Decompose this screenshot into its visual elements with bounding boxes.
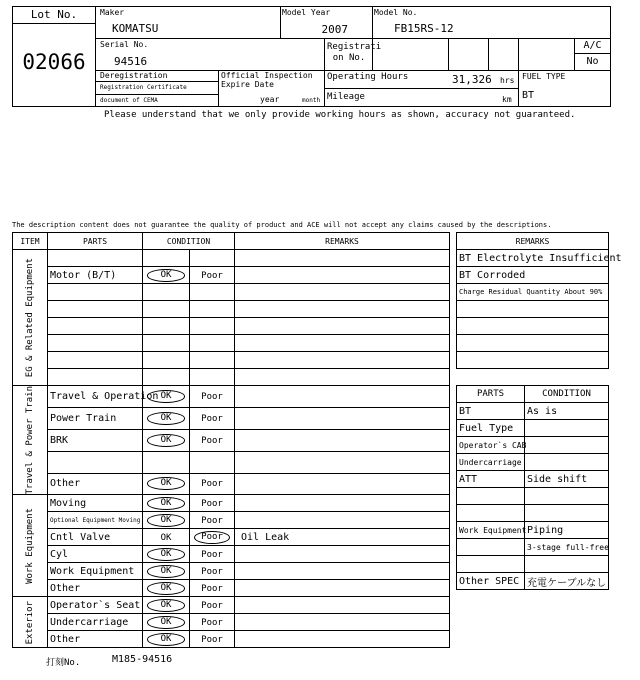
remarks-header: REMARKS xyxy=(235,233,450,250)
remark-cell xyxy=(235,335,450,352)
remark-cell xyxy=(235,301,450,318)
model-no-label: Model No. xyxy=(374,8,418,17)
parts-box-condition xyxy=(525,437,609,454)
condition-poor-cell xyxy=(190,301,235,318)
condition-ok: OK xyxy=(160,532,172,543)
month-label: month xyxy=(302,97,321,104)
inspection-label: Official Inspection Expire Date xyxy=(221,71,313,89)
condition-poor-cell xyxy=(190,512,235,529)
condition-ok-cell xyxy=(143,597,190,614)
registration-label: Registrati on No. xyxy=(327,42,382,63)
remark-cell xyxy=(235,546,450,563)
condition-poor-cell xyxy=(190,563,235,580)
condition-box-header: CONDITION xyxy=(525,386,609,403)
table-row xyxy=(13,529,450,546)
remark-cell xyxy=(235,473,450,495)
condition-ok-cell xyxy=(143,335,190,352)
parts-box-condition xyxy=(525,454,609,471)
parts-box-part: Other SPEC xyxy=(457,573,525,590)
year-label: year xyxy=(260,95,280,104)
remark-text: BT Corroded xyxy=(457,267,609,284)
parts-row xyxy=(457,556,609,573)
condition-poor-cell xyxy=(190,614,235,631)
cema-label: document of CEMA xyxy=(100,97,158,104)
operating-hours-value: 31,326 xyxy=(452,73,492,86)
part-name xyxy=(48,369,143,386)
part-name: Other xyxy=(48,473,143,495)
table-row xyxy=(13,614,450,631)
parts-box-condition xyxy=(525,420,609,437)
table-row xyxy=(13,267,450,284)
part-name xyxy=(48,250,143,267)
part-name xyxy=(48,451,143,473)
condition-ok: OK xyxy=(147,514,186,527)
condition-ok-cell xyxy=(143,529,190,546)
condition-poor-cell xyxy=(190,473,235,495)
condition-poor-cell xyxy=(190,495,235,512)
condition-poor-cell xyxy=(190,386,235,408)
deregistration-label: Deregistration xyxy=(96,70,218,82)
condition-ok: OK xyxy=(147,616,186,629)
section-label xyxy=(13,386,48,495)
condition-ok: OK xyxy=(147,548,186,561)
ac-label: A/C xyxy=(574,38,611,54)
parts-box-condition: Piping xyxy=(525,522,609,539)
condition-ok-cell xyxy=(143,250,190,267)
condition-poor: Poor xyxy=(201,413,223,424)
condition-ok-cell xyxy=(143,512,190,529)
condition-poor-cell xyxy=(190,369,235,386)
remark-text xyxy=(457,301,609,318)
remark-text xyxy=(457,352,609,369)
remark-cell xyxy=(235,407,450,429)
part-name: Cyl xyxy=(48,546,143,563)
registration-cell xyxy=(324,38,382,71)
parts-header: PARTS xyxy=(48,233,143,250)
parts-row xyxy=(457,471,609,488)
condition-poor-cell xyxy=(190,631,235,648)
section-label xyxy=(13,250,48,386)
remark-cell xyxy=(235,512,450,529)
condition-ok-cell xyxy=(143,407,190,429)
registration-certificate-label: Registration Certificate xyxy=(96,82,218,95)
condition-poor-cell xyxy=(190,580,235,597)
parts-box-part xyxy=(457,488,525,505)
part-name: Other xyxy=(48,580,143,597)
parts-row xyxy=(457,420,609,437)
parts-box-part: ATT xyxy=(457,471,525,488)
parts-box-condition: Side shift xyxy=(525,471,609,488)
condition-poor-cell xyxy=(190,451,235,473)
table-row xyxy=(13,631,450,648)
maker-cell xyxy=(96,6,281,39)
remark-cell xyxy=(235,451,450,473)
item-header: ITEM xyxy=(13,233,48,250)
part-name: Work Equipment xyxy=(48,563,143,580)
remark-cell xyxy=(235,284,450,301)
inspection-cell xyxy=(218,70,325,107)
table-row xyxy=(13,335,450,352)
parts-box-condition xyxy=(525,505,609,522)
condition-ok-cell xyxy=(143,284,190,301)
remark-cell xyxy=(235,369,450,386)
condition-ok-cell xyxy=(143,631,190,648)
section-name: Work Equipment xyxy=(25,507,35,584)
registration-box-2 xyxy=(448,38,489,71)
parts-row xyxy=(457,522,609,539)
table-row xyxy=(13,580,450,597)
serial-cell xyxy=(96,38,325,71)
remarks-row xyxy=(457,352,609,369)
fuel-type-label: FUEL TYPE xyxy=(522,72,566,81)
registration-box-4 xyxy=(518,38,575,71)
condition-ok-cell xyxy=(143,495,190,512)
condition-ok-cell xyxy=(143,473,190,495)
condition-ok-cell xyxy=(143,614,190,631)
parts-box-header: PARTS xyxy=(457,386,525,403)
registration-box-1 xyxy=(372,38,449,71)
part-name: Operator`s Seat xyxy=(48,597,143,614)
ac-cell xyxy=(574,38,611,71)
remark-cell xyxy=(235,429,450,451)
part-name: Moving xyxy=(48,495,143,512)
model-year-cell xyxy=(280,6,373,39)
condition-poor-cell xyxy=(190,546,235,563)
remark-cell xyxy=(235,597,450,614)
table-row xyxy=(13,473,450,495)
parts-row xyxy=(457,403,609,420)
serial-value: 94516 xyxy=(114,55,148,68)
condition-poor-cell xyxy=(190,407,235,429)
remarks-row xyxy=(457,318,609,335)
parts-row xyxy=(457,454,609,471)
parts-box-condition: 充電ケーブルなし xyxy=(525,573,609,590)
table-row xyxy=(13,563,450,580)
part-name xyxy=(48,352,143,369)
section-label xyxy=(13,597,48,648)
condition-poor-cell xyxy=(190,529,235,546)
part-name: Travel & Operation xyxy=(48,386,143,408)
condition-poor: Poor xyxy=(201,435,223,446)
condition-poor: Poor xyxy=(201,479,223,490)
condition-ok: OK xyxy=(147,565,186,578)
table-row xyxy=(13,407,450,429)
model-no-value: FB15RS-12 xyxy=(394,22,454,35)
condition-poor: Poor xyxy=(201,498,223,509)
remark-cell xyxy=(235,614,450,631)
parts-box-condition: 3-stage full-free xyxy=(525,539,609,556)
remark-text xyxy=(457,335,609,352)
part-name: Cntl Valve xyxy=(48,529,143,546)
remark-text: Charge Residual Quantity About 90% xyxy=(457,284,609,301)
condition-ok: OK xyxy=(147,599,186,612)
maker-label: Maker xyxy=(100,8,125,17)
condition-header: CONDITION xyxy=(143,233,235,250)
condition-poor-cell xyxy=(190,267,235,284)
condition-ok-cell xyxy=(143,563,190,580)
table-row xyxy=(13,386,450,408)
condition-ok: OK xyxy=(147,412,186,425)
model-no-cell xyxy=(372,6,611,39)
condition-ok-cell xyxy=(143,429,190,451)
condition-poor: Poor xyxy=(201,617,223,628)
condition-ok-cell xyxy=(143,369,190,386)
remark-cell xyxy=(235,563,450,580)
condition-ok-cell xyxy=(143,386,190,408)
lot-label: Lot No. xyxy=(13,7,95,24)
hours-disclaimer: Please understand that we only provide working hours as shown, accuracy not guaranteed. xyxy=(104,110,576,120)
condition-ok-cell xyxy=(143,451,190,473)
table-row xyxy=(13,250,450,267)
condition-poor-cell xyxy=(190,352,235,369)
km-unit: km xyxy=(502,95,512,104)
remark-cell xyxy=(235,580,450,597)
remarks-row xyxy=(457,250,609,267)
parts-row xyxy=(457,539,609,556)
condition-poor-cell xyxy=(190,335,235,352)
model-year-value: 2007 xyxy=(321,23,348,36)
remark-cell xyxy=(235,495,450,512)
remark-cell: Oil Leak xyxy=(235,529,450,546)
fuel-type-value: BT xyxy=(522,90,535,101)
condition-poor-cell xyxy=(190,597,235,614)
description-disclaimer: The description content does not guarantee the quality of product and ACE will not accept any claims caused by the descriptions. xyxy=(12,221,552,229)
lot-number: 02066 xyxy=(22,50,86,74)
parts-box-part: Fuel Type xyxy=(457,420,525,437)
remarks-table xyxy=(456,232,622,369)
condition-ok: OK xyxy=(147,582,186,595)
table-row xyxy=(13,451,450,473)
table-row xyxy=(13,284,450,301)
condition-poor: Poor xyxy=(201,391,223,402)
condition-poor: Poor xyxy=(201,270,223,281)
mileage-label: Mileage xyxy=(327,92,365,102)
remarks-row xyxy=(457,267,609,284)
remark-cell xyxy=(235,267,450,284)
condition-ok: OK xyxy=(147,434,186,447)
condition-poor-cell xyxy=(190,429,235,451)
part-name: Other xyxy=(48,631,143,648)
parts-box-condition: As is xyxy=(525,403,609,420)
parts-row xyxy=(457,437,609,454)
condition-ok: OK xyxy=(147,269,186,282)
parts-row xyxy=(457,505,609,522)
table-row xyxy=(13,301,450,318)
condition-poor: Poor xyxy=(201,634,223,645)
parts-box-part: Operator`s CAB xyxy=(457,437,525,454)
condition-ok: OK xyxy=(147,477,186,490)
condition-ok: OK xyxy=(147,633,186,646)
part-name: Power Train xyxy=(48,407,143,429)
condition-ok-cell xyxy=(143,267,190,284)
condition-poor: Poor xyxy=(201,600,223,611)
remarks-row xyxy=(457,335,609,352)
remarks-row xyxy=(457,301,609,318)
part-name: Undercarriage xyxy=(48,614,143,631)
condition-ok-cell xyxy=(143,318,190,335)
part-name: BRK xyxy=(48,429,143,451)
table-row xyxy=(13,597,450,614)
stamp-number: M185-94516 xyxy=(112,654,173,665)
table-row xyxy=(13,546,450,563)
remark-text: BT Electrolyte Insufficient xyxy=(457,250,609,267)
table-row xyxy=(13,495,450,512)
parts-box-part xyxy=(457,539,525,556)
remarks-box-header: REMARKS xyxy=(457,233,609,250)
lot-box xyxy=(12,6,96,107)
operating-hours-label: Operating Hours xyxy=(327,72,409,82)
parts-box-part: Undercarriage xyxy=(457,454,525,471)
serial-label: Serial No. xyxy=(100,40,149,49)
parts-box-condition xyxy=(525,556,609,573)
stamp-label: 打刻No. xyxy=(46,658,81,668)
table-row xyxy=(13,369,450,386)
part-name xyxy=(48,284,143,301)
remark-cell xyxy=(235,386,450,408)
condition-poor-cell xyxy=(190,250,235,267)
parts-box-condition xyxy=(525,488,609,505)
condition-ok: OK xyxy=(147,390,186,403)
section-label xyxy=(13,495,48,597)
part-name xyxy=(48,318,143,335)
parts-box-part: BT xyxy=(457,403,525,420)
part-name: Motor (B/T) xyxy=(48,267,143,284)
section-name: EG & Related Equipment xyxy=(25,257,35,378)
deregistration-cell xyxy=(96,70,219,107)
table-row xyxy=(13,512,450,529)
condition-ok-cell xyxy=(143,301,190,318)
parts-box-part xyxy=(457,556,525,573)
hours-cell xyxy=(324,70,519,107)
part-name: Optional Equipment Moving xyxy=(48,512,143,529)
condition-poor: Poor xyxy=(194,531,230,544)
remark-cell xyxy=(235,631,450,648)
table-row xyxy=(13,352,450,369)
remark-cell xyxy=(235,318,450,335)
registration-box-3 xyxy=(488,38,519,71)
part-name xyxy=(48,335,143,352)
condition-poor: Poor xyxy=(201,515,223,526)
condition-ok-cell xyxy=(143,546,190,563)
parts-box-part xyxy=(457,505,525,522)
condition-poor: Poor xyxy=(201,549,223,560)
condition-ok-cell xyxy=(143,352,190,369)
hrs-unit: hrs xyxy=(500,76,515,85)
parts-box-part: Work Equipment xyxy=(457,522,525,539)
condition-table xyxy=(12,232,450,648)
maker-value: KOMATSU xyxy=(112,22,159,35)
remark-cell xyxy=(235,352,450,369)
condition-poor-cell xyxy=(190,318,235,335)
parts-row xyxy=(457,488,609,505)
condition-poor-cell xyxy=(190,284,235,301)
part-name xyxy=(48,301,143,318)
fuel-type-cell xyxy=(518,70,611,107)
ac-value: No xyxy=(586,56,599,67)
remark-text xyxy=(457,318,609,335)
condition-ok: OK xyxy=(147,497,186,510)
condition-poor: Poor xyxy=(201,566,223,577)
remark-cell xyxy=(235,250,450,267)
parts-row xyxy=(457,573,609,590)
condition-poor: Poor xyxy=(201,583,223,594)
section-name: Exterior xyxy=(25,600,35,645)
remarks-row xyxy=(457,284,609,301)
section-name: Travel & Power Train xyxy=(25,386,35,495)
table-row xyxy=(13,318,450,335)
condition-ok-cell xyxy=(143,580,190,597)
model-year-label: Model Year xyxy=(282,8,331,17)
parts-table xyxy=(456,385,609,590)
table-row xyxy=(13,429,450,451)
